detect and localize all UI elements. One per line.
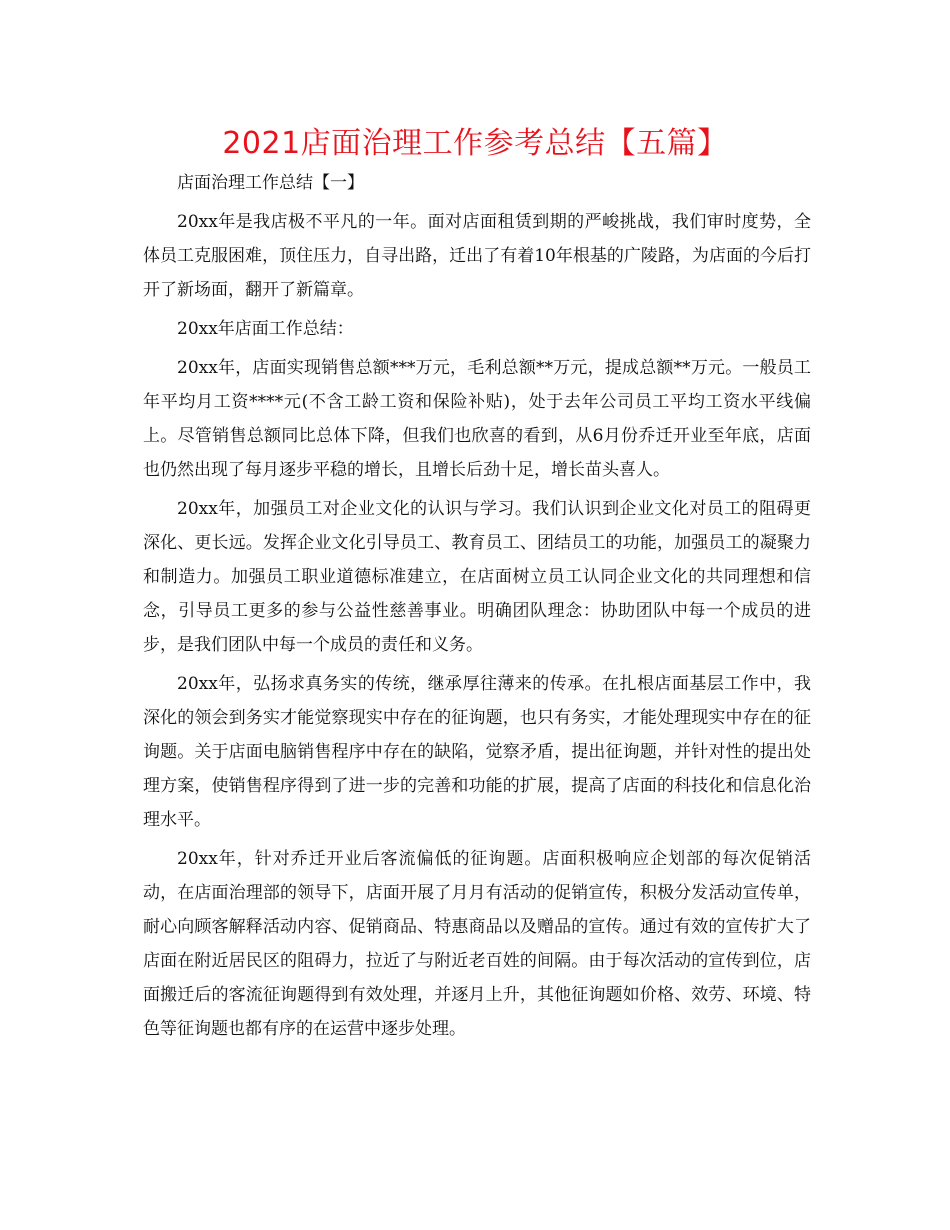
paragraph: 20xx年，加强员工对企业文化的认识与学习。我们认识到企业文化对员工的阻碍更深化、更长远。发挥企业文化引导员工、教育员工、团结员工的功能，加强员工的凝聚力和制造力。加强员工职业道德标准建立，在店面树立员工认同企业文化的共同理想和信念，引导员工更多的参与公益性慈善事业。明确团队理念：协助团队中每一个成员的进步，是我们团队中每一个成员的责任和义务。 (143, 499, 811, 655)
document-body (143, 166, 811, 1051)
paragraph: 20xx年，弘扬求真务实的传统，继承厚往薄来的传承。在扎根店面基层工作中，我深化的领会到务实才能觉察现实中存在的征询题，也只有务实，才能处理现实中存在的征询题。关于店面电脑销售程序中存在的缺陷，觉察矛盾，提出征询题，并针对性的提出处理方案，使销售程序得到了进一步的完善和功能的扩展，提高了店面的科技化和信息化治理水平。 (143, 674, 811, 830)
section-heading: 店面治理工作总结【一】 (177, 173, 364, 193)
paragraph: 20xx年，针对乔迁开业后客流偏低的征询题。店面积极响应企划部的每次促销活动，在店面治理部的领导下，店面开展了月月有活动的促销宣传，积极分发活动宣传单，耐心向顾客解释活动内容、促销商品、特惠商品以及赠品的宣传。通过有效的宣传扩大了店面在附近居民区的阻碍力，拉近了与附近老百姓的间隔。由于每次活动的宣传到位，店面搬迁后的客流征询题得到有效处理，并逐月上升，其他征询题如价格、效劳、环境、特色等征询题也都有序的在运营中逐步处理。 (143, 849, 811, 1039)
paragraph: 20xx年是我店极不平凡的一年。面对店面租赁到期的严峻挑战，我们审时度势，全体员工克服困难，顶住压力，自寻出路，迁出了有着10年根基的广陵路，为店面的今后打开了新场面，翻开了新篇章。 (143, 212, 811, 300)
paragraph: 20xx年，店面实现销售总额***万元，毛利总额**万元，提成总额**万元。一般员工年平均月工资****元(不含工龄工资和保险补贴)，处于去年公司员工平均工资水平线偏上。尽管销售总额同比总体下降，但我们也欣喜的看到，从6月份乔迁开业至年底，店面也仍然出现了每月逐步平稳的增长，且增长后劲十足，增长苗头喜人。 (143, 358, 811, 480)
paragraph: 20xx年店面工作总结： (177, 319, 354, 339)
document-title: 2021店面治理工作参考总结【五篇】 (222, 126, 728, 161)
